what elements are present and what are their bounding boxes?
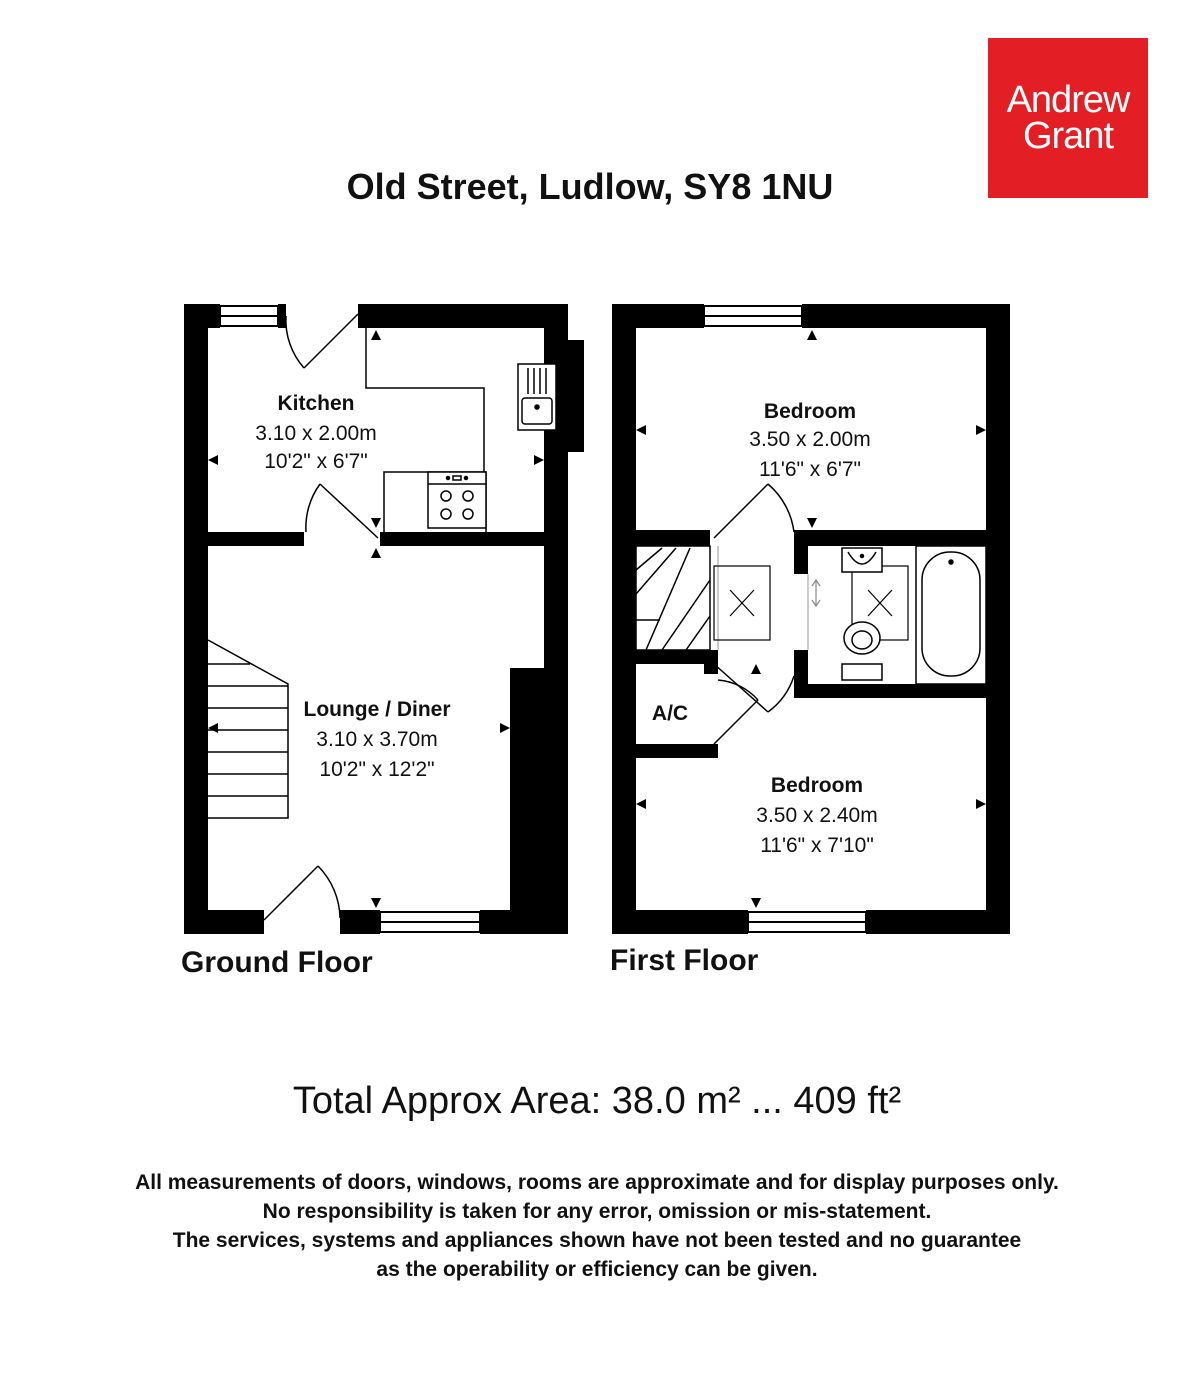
ground-floor-stairs — [208, 640, 288, 818]
airing-cupboard-label: A/C — [651, 702, 689, 725]
lounge-metric: 3.10 x 3.70m — [316, 728, 438, 751]
loft-hatches — [714, 566, 908, 640]
kitchen-metric: 3.10 x 2.00m — [255, 422, 377, 445]
property-address-title: Old Street, Ludlow, SY8 1NU — [346, 166, 834, 207]
bedroom-1-metric: 3.50 x 2.00m — [749, 428, 871, 451]
kitchen-name: Kitchen — [277, 392, 355, 415]
disclaimer-line: as the operability or efficiency can be given. — [376, 1258, 818, 1281]
ground-floor-dimension-arrows — [208, 330, 544, 908]
bedroom-2-imperial: 11'6" x 7'10" — [760, 834, 874, 857]
bedroom-2-name: Bedroom — [770, 774, 864, 797]
kitchen-imperial: 10'2" x 6'7" — [264, 450, 368, 473]
bedroom-1-imperial: 11'6" x 6'7" — [759, 458, 861, 481]
first-floor-stairs — [636, 546, 710, 650]
logo-line-1: Andrew — [1006, 79, 1130, 121]
lounge-name: Lounge / Diner — [303, 698, 451, 721]
bathroom-fittings — [842, 546, 986, 684]
disclaimer-line: All measurements of doors, windows, rooms are approximate and for display purposes only. — [135, 1171, 1059, 1194]
first-floor-label: First Floor — [610, 944, 759, 977]
bedroom-1-name: Bedroom — [763, 400, 857, 423]
bedroom-2-metric: 3.50 x 2.40m — [756, 804, 878, 827]
floor-labels — [181, 944, 759, 979]
kitchen-sink — [518, 364, 556, 430]
logo-line-2: Grant — [1022, 115, 1114, 157]
total-area: Total Approx Area: 38.0 m² ... 409 ft² — [292, 1080, 902, 1122]
disclaimer — [0, 1168, 1194, 1284]
ground-floor-label: Ground Floor — [181, 946, 373, 979]
first-floor-doors — [714, 484, 808, 744]
kitchen-hob — [428, 472, 486, 528]
disclaimer-line: The services, systems and appliances shown have not been tested and no guarantee — [172, 1229, 1022, 1252]
disclaimer-line: No responsibility is taken for any error, omission or mis-statement. — [262, 1200, 932, 1223]
ground-floor-plan — [184, 304, 584, 934]
lounge-imperial: 10'2" x 12'2" — [319, 758, 435, 781]
